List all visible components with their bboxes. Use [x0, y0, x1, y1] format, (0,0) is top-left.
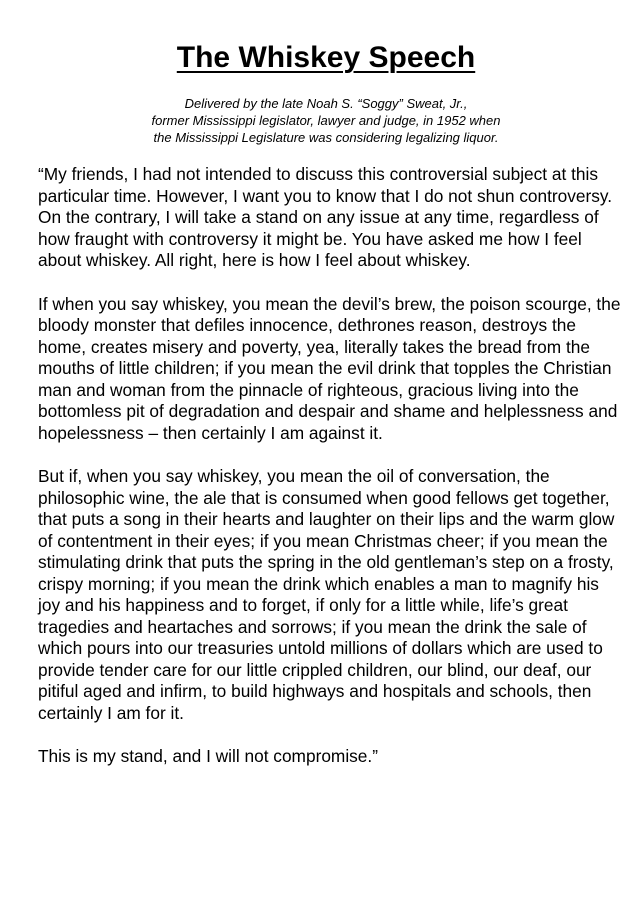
speech-paragraph-1: “My friends, I had not intended to discuss this controversial subject at this particular time. However, I want you to know that I do not shun controversy. On the contrary, I will take a stand on any issue at any time, regardless of how fraught with controversy it might be. You have asked me how I feel about whiskey. All right, here is how I feel about whiskey.: [38, 164, 613, 270]
speech-paragraph-2: If when you say whiskey, you mean the devil’s brew, the poison scourge, the bloody monster that defiles innocence, dethrones reason, destroys the home, creates misery and poverty, yea, literally takes the bread from the mouths of little children; if you mean the evil drink that topples the Christian man and woman from the pinnacle of righteous, gracious living into the bottomless pit of degradation and despair and shame and helplessness and hopelessness – then certainly I am against it.: [38, 293, 621, 443]
page-title-text: The Whiskey Speech: [176, 41, 476, 74]
speech-body: [38, 164, 622, 790]
subtitle-line-3: the Mississippi Legislature was considering legalizing liquor.: [153, 130, 499, 145]
page-title: [0, 40, 640, 76]
subtitle-line-1: Delivered by the late Noah S. “Soggy” Sweat, Jr.,: [184, 96, 468, 111]
subtitle: [0, 95, 640, 146]
speech-paragraph-4: This is my stand, and I will not compromise.”: [38, 746, 378, 766]
speech-paragraph-3: But if, when you say whiskey, you mean the oil of conversation, the philosophic wine, the ale that is consumed when good fellows get together, that puts a song in their hearts and laughter on their lips and the warm glow of contentment in their eyes; if you mean Christmas cheer; if you mean the stimulating drink that puts the spring in the old gentleman’s step on a frosty, crispy morning; if you mean the drink which enables a man to magnify his joy and his happiness and to forget, if only for a little while, life’s great tragedies and heartaches and sorrows; if you mean the drink the sale of which pours into our treasuries untold millions of dollars which are used to provide tender care for our little crippled children, our blind, our deaf, our pitiful aged and infirm, to build highways and hospitals and schools, then certainly I am for it.: [38, 466, 615, 723]
subtitle-line-2: former Mississippi legislator, lawyer and judge, in 1952 when: [151, 113, 501, 128]
